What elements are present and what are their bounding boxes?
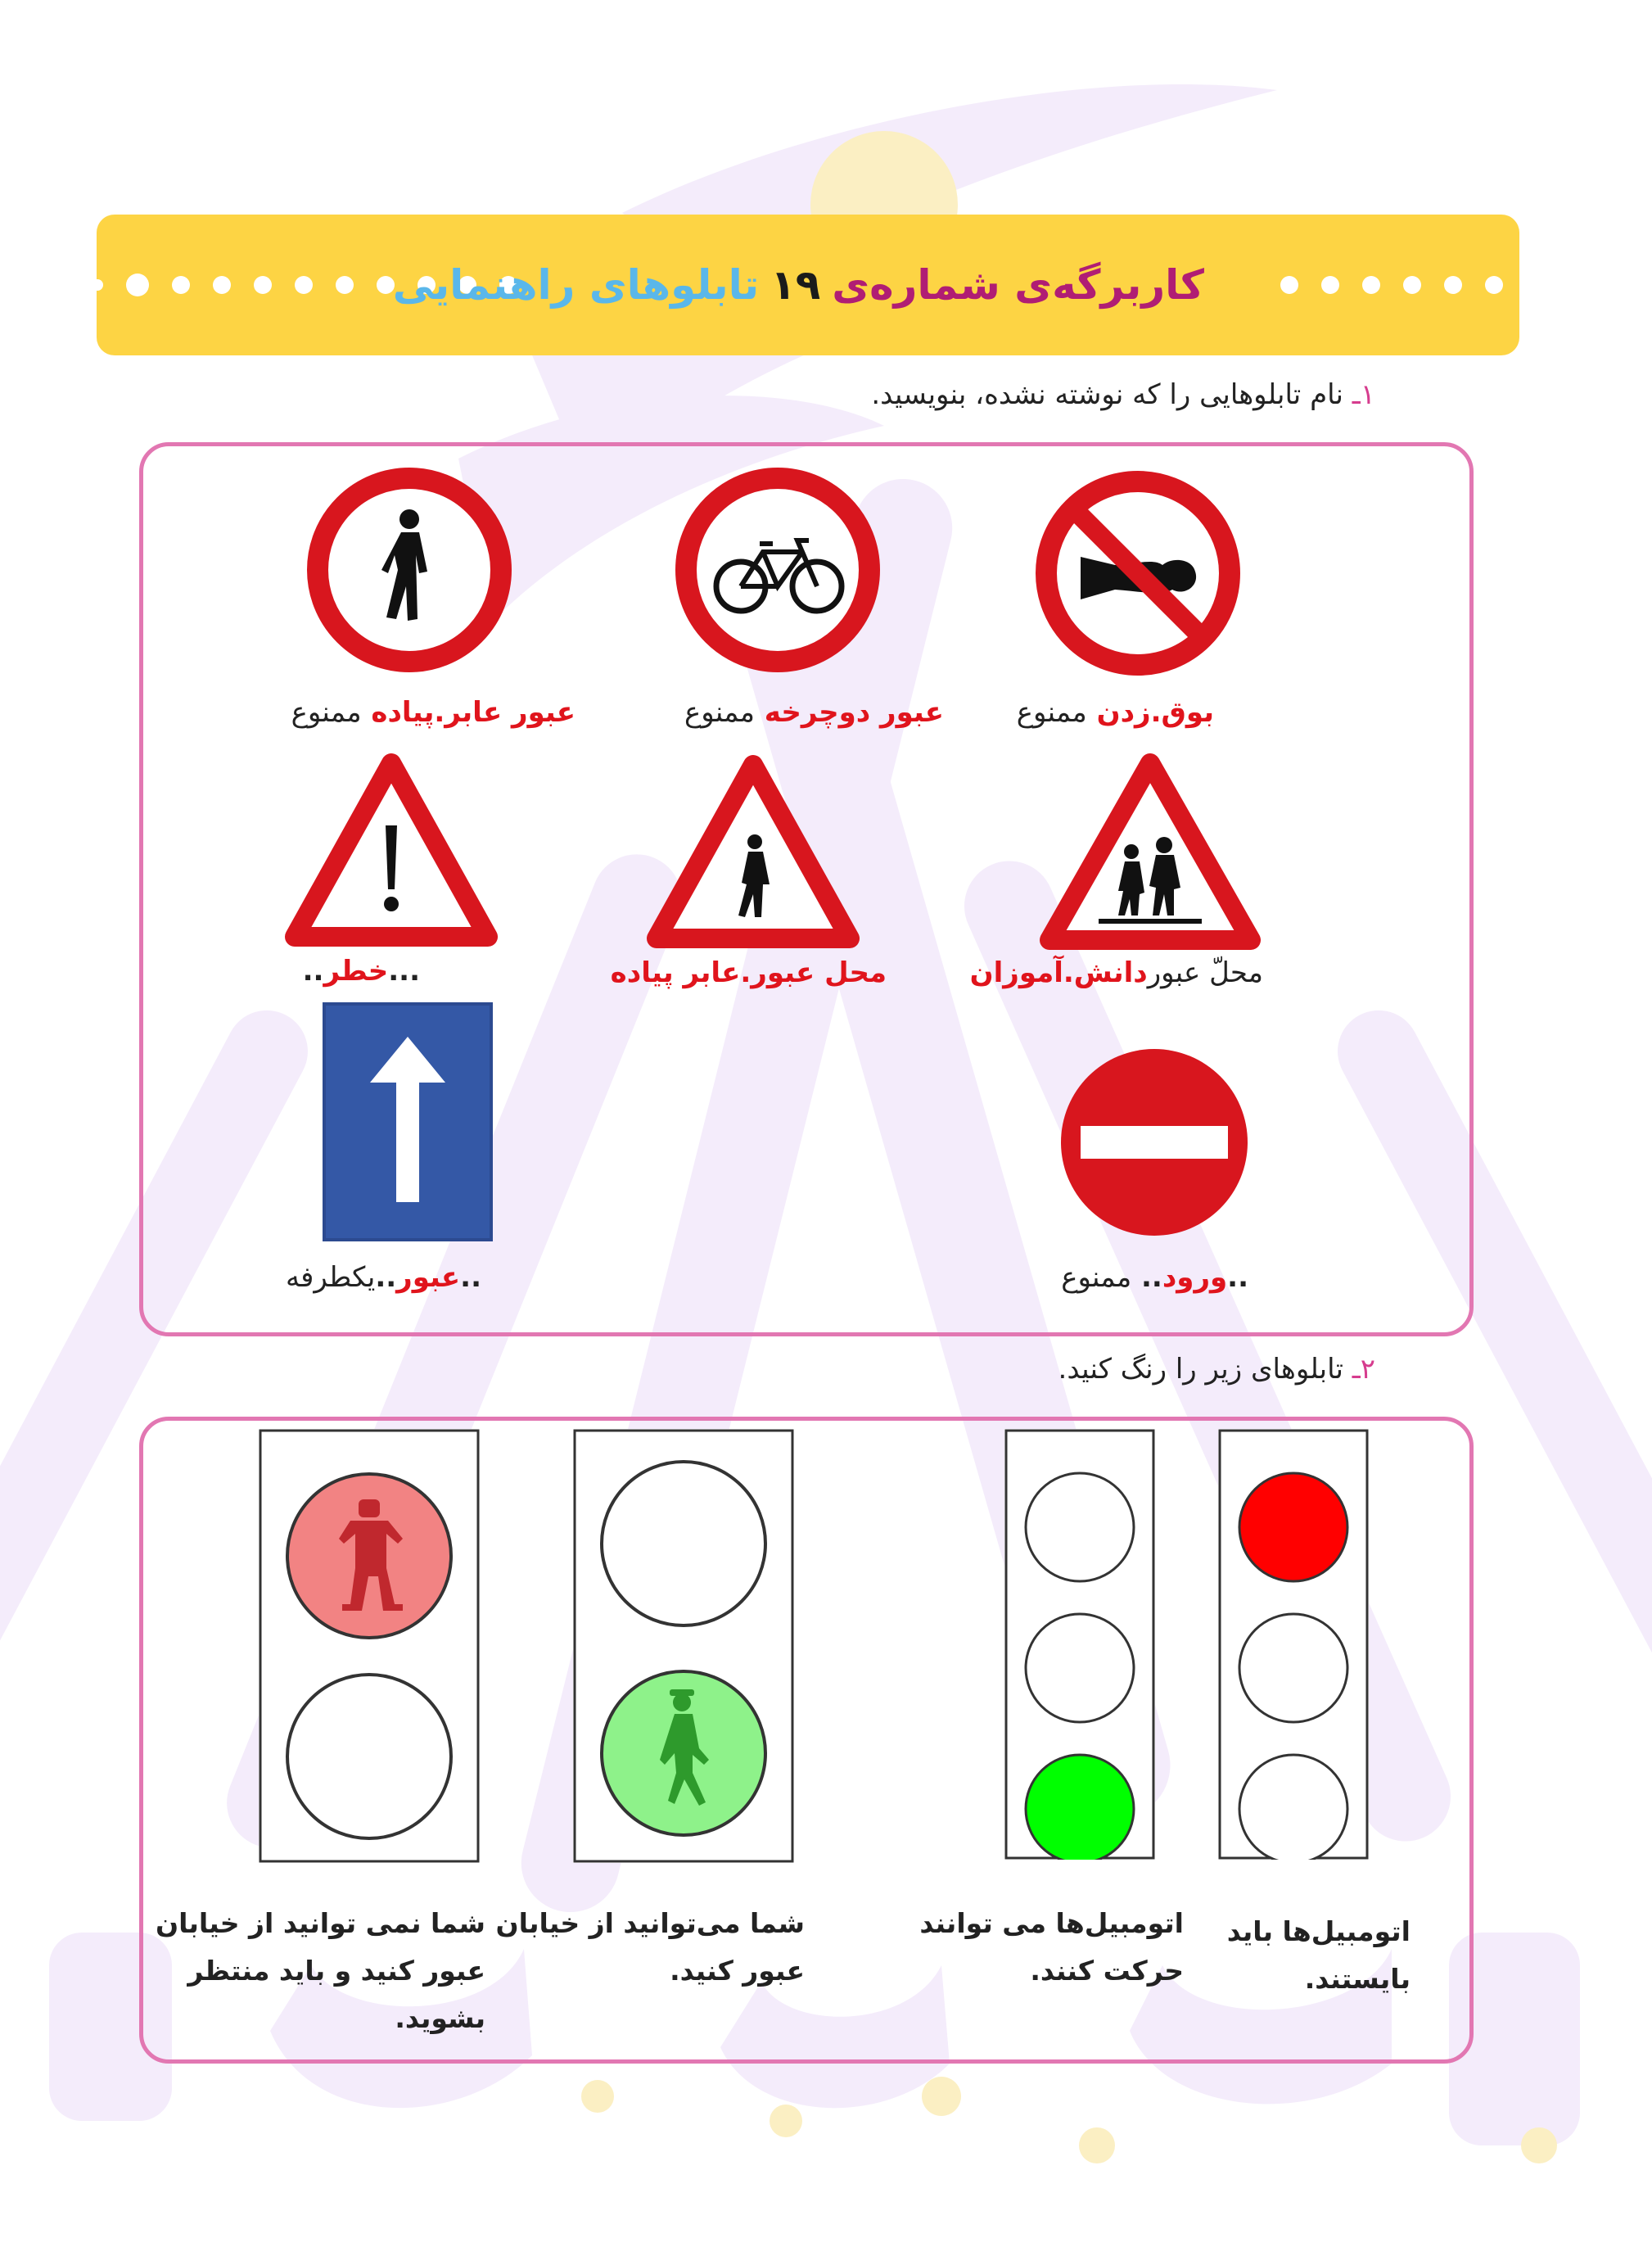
light-caption-2: اتومبیل‌ها می توانند حرکت کنند. [919,1907,1184,1987]
header-dots-right [1280,260,1503,310]
page-title [393,254,1204,316]
sign-label-school-crossing: محلّ عبوردانش.آموزان [969,956,1263,989]
traffic-light-red-icon [1218,1429,1369,1860]
danger-sign-icon [285,752,498,948]
question-1-number: ۱ـ [1352,378,1375,411]
sign-label-no-entry: ..ورود.. ممنوع [1061,1261,1248,1294]
question-1 [871,378,1375,411]
subtitle-text: تابلوهای راهنمایی [392,261,760,309]
worksheet-number: ۱۹ [770,261,821,309]
no-entry-sign-icon [1056,1044,1253,1241]
pedestrian-crossing-sign-icon [647,753,860,950]
question-2-text: تابلوهای زیر را رنگ کنید. [1058,1353,1343,1386]
worksheet-header-banner [97,215,1519,355]
light-caption-3: شما می‌توانید از خیابان عبور کنید. [495,1907,805,1987]
pedestrian-light-stop-icon [259,1429,480,1863]
question-1-text: نام تابلوهایی را که نوشته نشده، بنویسید. [871,378,1343,411]
sign-label-danger: ...خطر.. [302,955,420,988]
light-caption-1: اتومبیل‌ها باید بایستند. [1226,1915,1411,1995]
no-bicycle-sign-icon [671,463,884,676]
sign-label-pedestrian-crossing: محل عبور.عابر پیاده [610,956,887,989]
title-text: کاربرگه‌ی شماره‌ی [832,261,1204,309]
traffic-light-green-icon [1004,1429,1155,1860]
question-2 [1058,1353,1375,1386]
no-pedestrian-sign-icon [303,463,516,676]
one-way-sign-icon [321,1001,494,1243]
question-2-number: ۲ـ [1352,1353,1375,1386]
pedestrian-light-walk-icon [573,1429,794,1863]
sign-label-no-bicycle: عبور دوچرخه ممنوع [684,696,944,729]
sign-label-no-pedestrian: عبور عابر.پیاده ممنوع [291,696,575,729]
school-crossing-sign-icon [1040,753,1261,950]
sign-label-one-way: ..عبور..یکطرفه [285,1261,481,1294]
no-horn-sign-icon [1031,467,1244,680]
sign-label-no-horn: بوق.زدن ممنوع [1016,696,1214,729]
light-caption-4: شما نمی توانید از خیابان عبور کنید و باید منتظر بشوید. [155,1907,485,2034]
